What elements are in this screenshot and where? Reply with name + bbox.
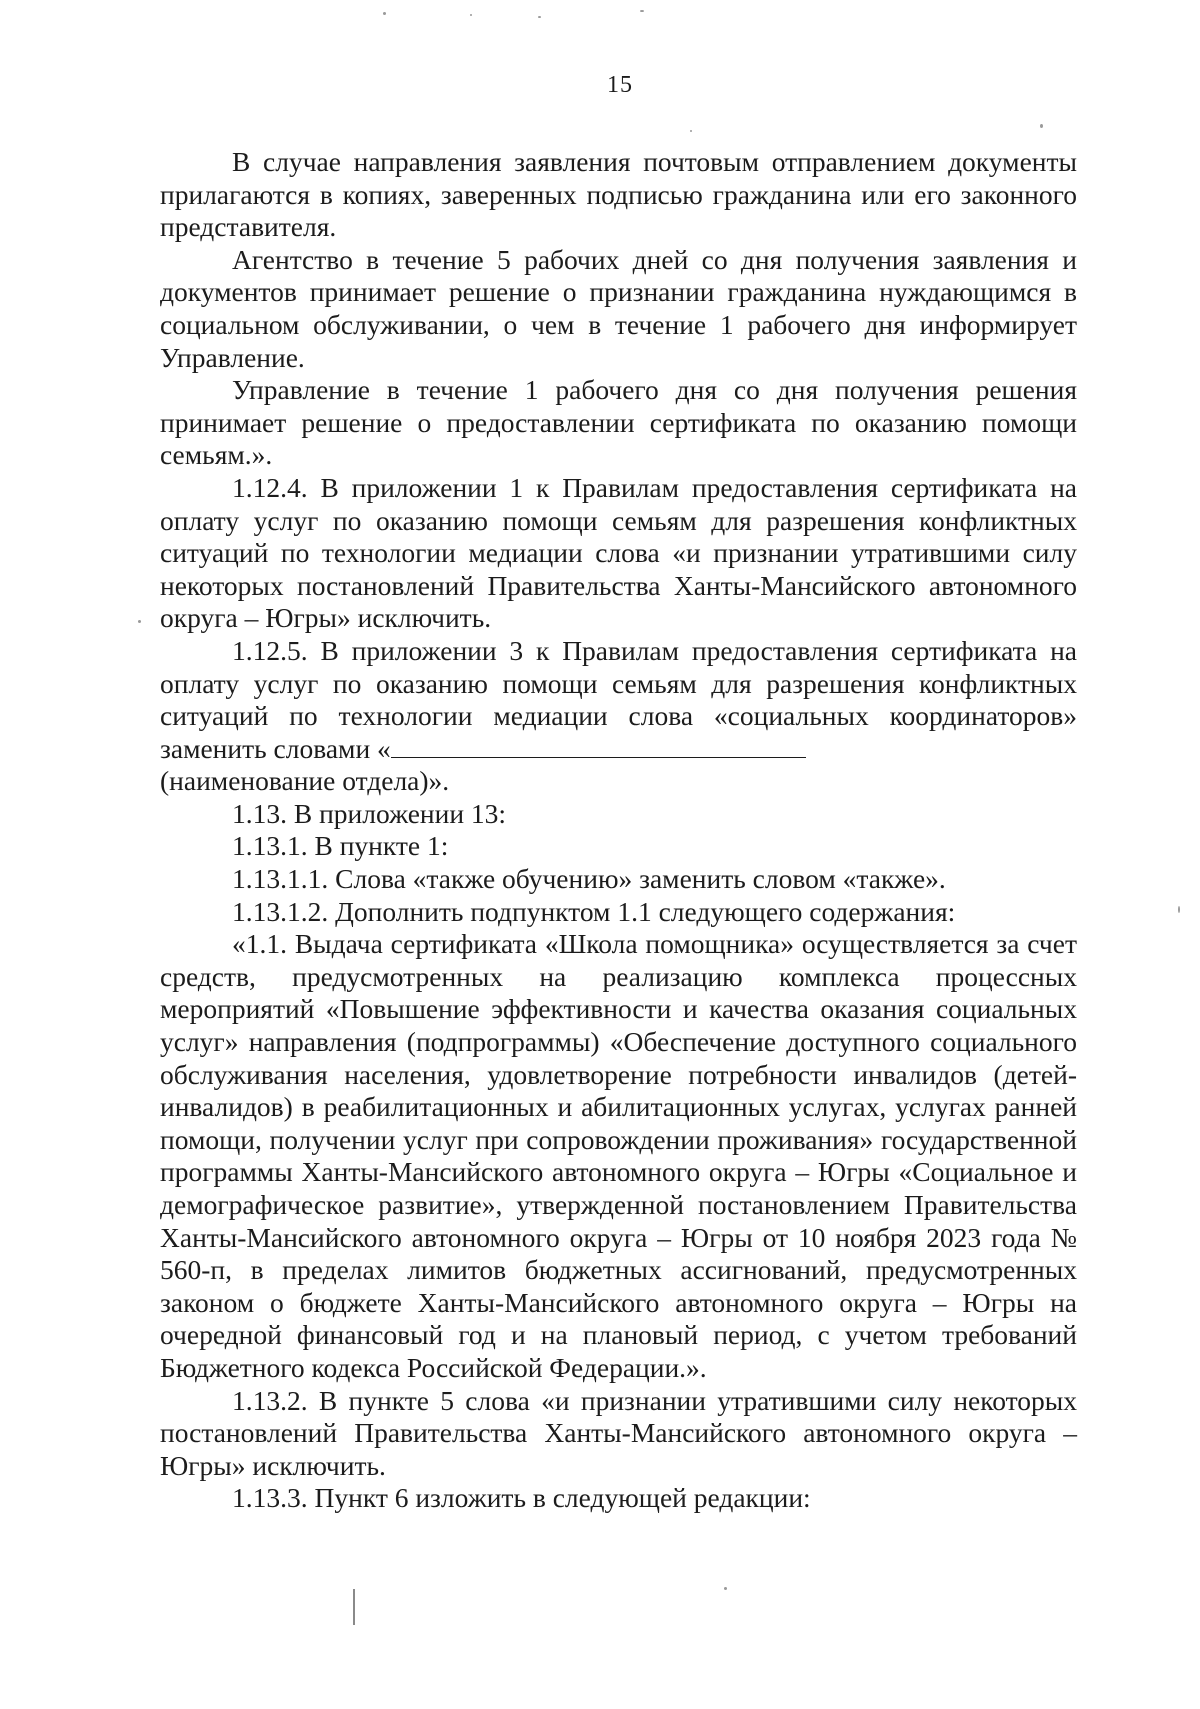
scan-speck <box>470 14 472 16</box>
paragraph: (наименование отдела)». <box>160 765 450 797</box>
paragraph-with-blank <box>160 635 1077 765</box>
scan-speck <box>640 10 644 12</box>
paragraph: 1.13.1.2. Дополнить подпунктом 1.1 следующего содержания: <box>232 895 956 927</box>
paragraph: 1.13.1. В пункте 1: <box>232 830 449 862</box>
paragraph: 1.13. В приложении 13: <box>232 797 507 829</box>
paragraph: 1.13.1.1. Слова «также обучению» заменить словом «также». <box>232 863 946 895</box>
paragraph: Управление в течение 1 рабочего дня со дня получения решения принимает решение о предоставлении сертификата по оказанию помощи семьям.». <box>160 374 1077 471</box>
paragraph: 1.13.3. Пункт 6 изложить в следующей редакции: <box>232 1482 811 1514</box>
page-number: 15 <box>607 72 633 98</box>
blank-fill-line <box>391 735 806 758</box>
scan-speck <box>690 130 692 132</box>
scan-speck <box>1040 124 1043 128</box>
scan-speck <box>538 16 541 18</box>
paragraph-text: 1.12.5. В приложении 3 к Правилам предоставления сертификата на оплату услуг по оказанию помощи семьям для разрешения конфликтных ситуаций по технологии медиации слова «социальных координаторов» заменить словами « <box>160 634 1077 764</box>
paragraph: 1.13.2. В пункте 5 слова «и признании утратившими силу некоторых постановлений Правительства Ханты-Мансийского автономного округа – Югры» исключить. <box>160 1384 1077 1481</box>
paragraph: 1.12.4. В приложении 1 к Правилам предоставления сертификата на оплату услуг по оказанию помощи семьям для разрешения конфликтных ситуаций по технологии медиации слова «и признании утратившими силу некоторых постановлений Правительства Ханты-Мансийского автономного округа – Югры» исключить. <box>160 471 1077 634</box>
scan-speck <box>383 12 386 15</box>
document-body <box>160 146 1077 1515</box>
scan-speck <box>1178 906 1180 913</box>
scan-speck <box>138 620 141 623</box>
paragraph: В случае направления заявления почтовым отправлением документы прилагаются в копиях, заверенных подписью гражданина или его законного представителя. <box>160 146 1077 243</box>
scan-mark <box>353 1589 355 1625</box>
scan-speck <box>724 1587 727 1590</box>
paragraph: Агентство в течение 5 рабочих дней со дня получения заявления и документов принимает решение о признании гражданина нуждающимся в социальном обслуживании, о чем в течение 1 рабочего дня информирует Управление. <box>160 243 1077 373</box>
paragraph: «1.1. Выдача сертификата «Школа помощника» осуществляется за счет средств, предусмотренных на реализацию комплекса процессных мероприятий «Повышение эффективности и качества оказания социальных услуг» направления (подпрограммы) «Обеспечение доступного социального обслуживания населения, удовлетворение потребности инвалидов (детей-инвалидов) в реабилитационных и абилитационных услугах, услугах ранней помощи, получении услуг при сопровождении проживания» государственной программы Ханты-Мансийского автономного округа – Югры «Социальное и демографическое развитие», утвержденной постановлением Правительства Ханты-Мансийского автономного округа – Югры от 10 ноября 2023 года № 560-п, в пределах лимитов бюджетных ассигнований, предусмотренных законом о бюджете Ханты-Мансийского автономного округа – Югры на очередной финансовый год и на плановый период, с учетом требований Бюджетного кодекса Российской Федерации.». <box>160 928 1077 1383</box>
